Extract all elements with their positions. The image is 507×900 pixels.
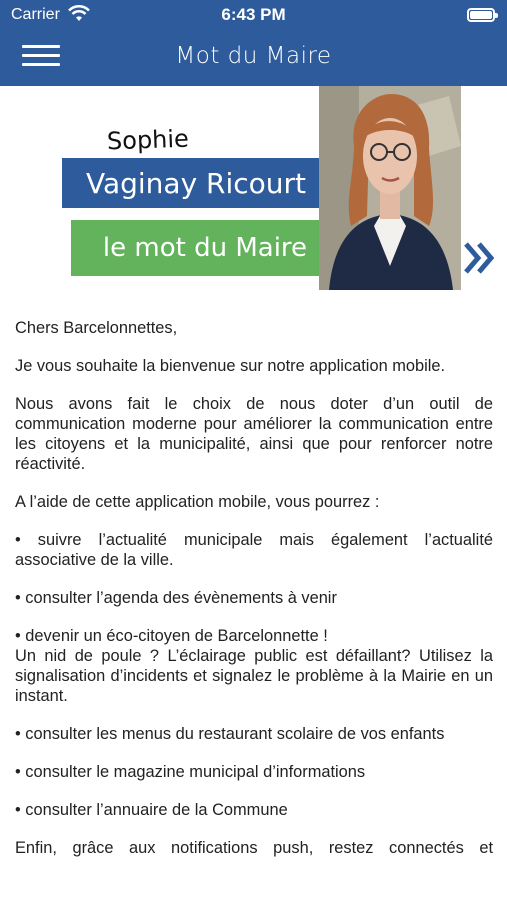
mayor-last-name: Vaginay Ricourt [85, 166, 307, 200]
welcome-paragraph: Je vous souhaite la bienvenue sur notre application mobile. [15, 357, 446, 375]
battery-icon [467, 8, 495, 22]
subtitle-box [71, 220, 339, 276]
intro-paragraph: Nous avons fait le choix de nous doter d’un outil de communication moderne pour améliorer la communication entre les citoyens et la municipalité, ainsi que pour renforcer notre réactivité. [15, 395, 493, 473]
bullet-agenda: • consulter l’agenda des évènements à venir [15, 589, 337, 607]
closing-paragraph: Enfin, grâce aux notifications push, restez connectés et [15, 839, 493, 857]
lead-paragraph: A l’aide de cette application mobile, vous pourrez : [15, 493, 380, 511]
mayor-message [15, 318, 493, 876]
banner-subtitle: le mot du Maire [102, 233, 308, 263]
bullet-magazine: • consulter le magazine municipal d’informations [15, 763, 366, 781]
clock: 6:43 PM [221, 5, 286, 24]
double-chevron-right-icon[interactable] [463, 238, 497, 278]
mayor-banner [0, 86, 507, 296]
status-bar [0, 0, 507, 30]
mayor-last-name-box [62, 158, 330, 208]
page-title: Mot du Maire [175, 43, 332, 69]
bullet-eco-citizen: • devenir un éco-citoyen de Barcelonnette ! [15, 627, 328, 645]
mayor-first-name: Sophie [106, 124, 190, 156]
carrier-label: Carrier [11, 6, 60, 23]
greeting: Chers Barcelonnettes, [15, 319, 178, 337]
navigation-bar [0, 30, 507, 86]
bullet-eco-citizen-detail: Un nid de poule ? L’éclairage public est défaillant? Utilisez la signalisation d’incidents et signalez le problème à la Mairie en un instant. [15, 647, 493, 705]
bullet-directory: • consulter l’annuaire de la Commune [15, 801, 288, 819]
bullet-news: • suivre l’actualité municipale mais également l’actualité associative de la ville. [15, 531, 493, 569]
bullet-menus: • consulter les menus du restaurant scolaire de vos enfants [15, 725, 445, 743]
mayor-portrait [319, 86, 461, 290]
